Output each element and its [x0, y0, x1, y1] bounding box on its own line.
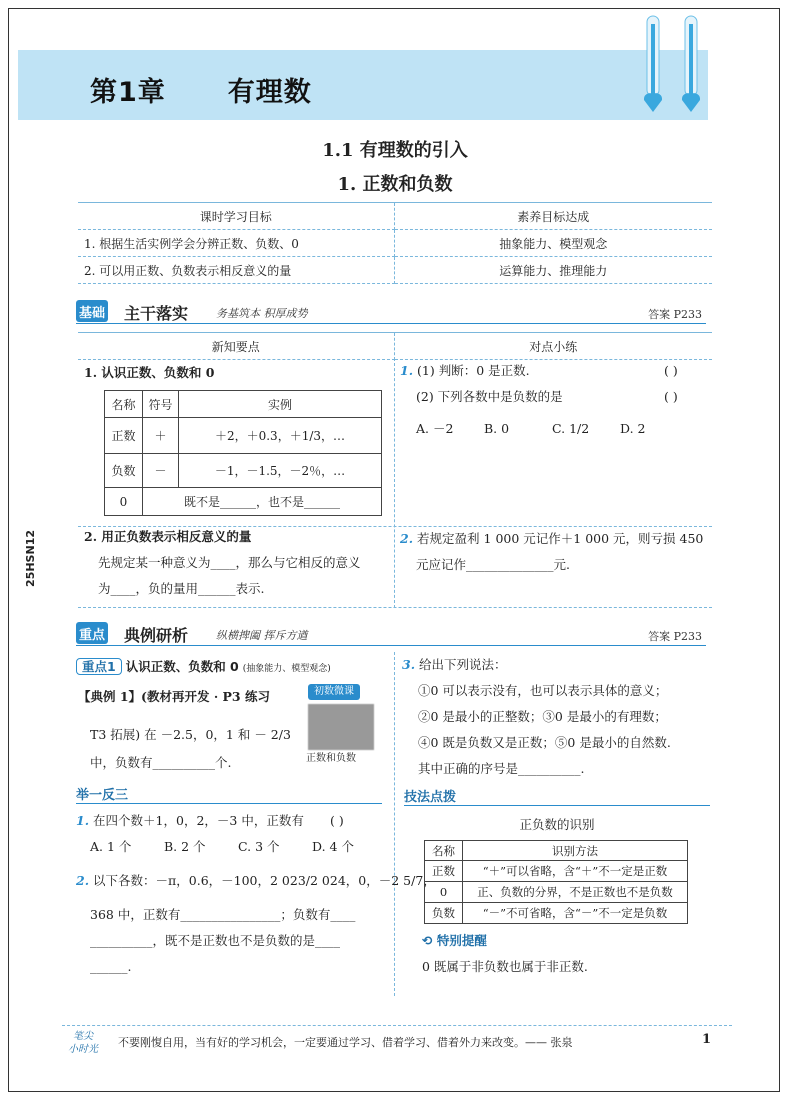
th-method: 识别方法 [463, 841, 688, 861]
key-motto: 纵横捭阖 挥斥方遒 [216, 629, 308, 642]
q1-line2: (2) 下列各数中是负数的是 [416, 389, 563, 404]
p3-line: ①0 可以表示没有，也可以表示具体的意义； [418, 683, 668, 698]
option-d: D. 4 个 [312, 839, 354, 854]
key-badge: 重点1 [76, 658, 122, 675]
key-badge-text: 认识正数、负数和 0 [125, 659, 239, 674]
q-number: 2. [76, 873, 90, 888]
p2-line: 368 中，正数有________________；负数有____ [90, 907, 356, 922]
option-b: B. 2 个 [164, 839, 206, 854]
page-number: 1 [702, 1032, 712, 1047]
point2-text: 为____，负的量用______表示. [98, 581, 265, 596]
answer-paren: ( ) [664, 389, 678, 404]
option-b: B. 0 [484, 421, 510, 436]
key-badge-note: (抽象能力、模型观念) [242, 664, 331, 674]
basics-columns [78, 332, 712, 360]
p2-line: 以下各数：－π，0.6，－100，2 023/2 024，0，－2 5/7， [93, 873, 436, 888]
p3-line: ②0 是最小的正整数；③0 是最小的有理数； [418, 709, 667, 724]
qr-code-icon[interactable] [308, 704, 374, 750]
cell: ＋2，＋0.3，＋1/3，… [179, 418, 382, 454]
key-tag: 重点 [76, 622, 108, 644]
cell: 负数 [105, 454, 143, 488]
cell: 0 [105, 488, 143, 516]
th-example: 实例 [179, 391, 382, 418]
q-number: 3. [402, 657, 416, 672]
cell: ＋ [143, 418, 179, 454]
basics-bar [76, 300, 706, 326]
th-sign: 符号 [143, 391, 179, 418]
goal-right: 抽象能力、模型观念 [394, 230, 712, 257]
p2-line: __________，既不是正数也不是负数的是____ [90, 933, 341, 948]
footer-brand: 笔尖 [73, 1031, 93, 1042]
reminder-icon: ⟲ [422, 933, 433, 948]
option-d: D. 2 [620, 421, 646, 436]
goal-left: 2. 可以用正数、负数表示相反意义的量 [78, 257, 394, 284]
thermometer-icon [640, 14, 666, 114]
section-title: 1.1 有理数的引入 [322, 140, 468, 161]
cell: “＋”可以省略，含“＋”不一定是正数 [463, 861, 688, 882]
goal-left: 1. 根据生活实例学会分辨正数、负数、0 [78, 230, 394, 257]
q-number: 2. [400, 531, 414, 546]
practice-heading: 举一反三 [76, 784, 382, 804]
answer-paren: ( ) [664, 363, 678, 378]
cell: 正数 [425, 861, 463, 882]
p1-text: 在四个数＋1，0，2，－3 中，正数有 [93, 813, 304, 828]
column-divider [394, 652, 395, 996]
basics-tag: 基础 [76, 300, 108, 322]
q-number: 1. [400, 363, 414, 378]
option-c: C. 1/2 [552, 421, 590, 436]
basics-motto: 务基筑本 积厚成势 [216, 307, 308, 320]
p3-line: ④0 既是负数又是正数；⑤0 是最小的自然数. [418, 735, 671, 750]
tips-table [424, 840, 688, 924]
cell: －1，－1.5，－2％，… [179, 454, 382, 488]
p2-line: ______. [90, 959, 132, 974]
col-practice: 对点小练 [394, 333, 712, 360]
micro-lesson-label: 初数微课 [308, 684, 360, 700]
key-answer-ref: 答案 P233 [648, 630, 702, 643]
example-line: 【典例 1】(教材再开发 · P3 练习 [78, 689, 270, 704]
chapter-number: 第1章 [90, 77, 166, 108]
cell: 正、负数的分界，不是正数也不是负数 [463, 882, 688, 903]
basics-answer-ref: 答案 P233 [648, 308, 702, 321]
point2-text: 先规定某一种意义为____，那么与它相反的意义 [98, 555, 361, 570]
th-name: 名称 [425, 841, 463, 861]
reminder-text: 0 既属于非负数也属于非正数. [422, 959, 588, 974]
p3-line: 其中正确的序号是__________. [418, 761, 585, 776]
key-heading: 典例研析 [124, 626, 189, 645]
basics-heading: 主干落实 [124, 304, 189, 323]
goal-right: 运算能力、推理能力 [394, 257, 712, 284]
column-divider [394, 358, 395, 608]
thermometer-icon [678, 14, 704, 114]
chapter-title [90, 70, 374, 109]
goals-table [78, 202, 712, 284]
option-c: C. 3 个 [238, 839, 280, 854]
sign-table [104, 390, 382, 516]
side-code: 25HSN12 [24, 530, 37, 587]
p3-head: 给出下列说法： [419, 657, 507, 672]
q-number: 1. [76, 813, 90, 828]
th-name: 名称 [105, 391, 143, 418]
goals-head-left: 课时学习目标 [78, 203, 394, 230]
cell: 0 [425, 882, 463, 903]
tips-heading: 技法点拨 [404, 786, 710, 806]
col-new-knowledge: 新知要点 [78, 333, 394, 360]
row-divider [78, 607, 712, 608]
footer [62, 1025, 732, 1063]
example-line: 中，负数有__________个. [90, 755, 232, 770]
chapter-name: 有理数 [227, 77, 312, 108]
option-a: A. 1 个 [90, 839, 132, 854]
q2-line1: 若规定盈利 1 000 元记作＋1 000 元，则亏损 450 [417, 531, 704, 546]
cell: － [143, 454, 179, 488]
option-a: A. －2 [416, 421, 454, 436]
footer-quote: 不要刚愎自用，当有好的学习机会，一定要通过学习、借着学习、借着外力来改变。—— 张泉 [118, 1036, 573, 1049]
cell: 正数 [105, 418, 143, 454]
footer-brand: 小时光 [68, 1044, 98, 1055]
cell: “－”不可省略，含“－”不一定是负数 [463, 903, 688, 924]
example-line: T3 拓展) 在 －2.5，0，1 和 － 2/3 [90, 727, 291, 742]
q1-line1: (1) 判断：0 是正数. [417, 363, 530, 378]
reminder-heading: 特别提醒 [436, 933, 487, 948]
section-subtitle: 1. 正数和负数 [337, 174, 453, 195]
point2-title: 2. 用正负数表示相反意义的量 [84, 529, 252, 544]
goals-head-right: 素养目标达成 [394, 203, 712, 230]
answer-paren: ( ) [330, 813, 344, 828]
point1-title: 1. 认识正数、负数和 0 [84, 365, 215, 380]
micro-lesson-caption: 正数和负数 [306, 753, 356, 764]
tips-table-title: 正负数的识别 [519, 817, 595, 832]
q2-line2: 元应记作______________元. [416, 557, 570, 572]
cell: 既不是______，也不是______ [143, 488, 382, 516]
key-bar [76, 622, 706, 648]
cell: 负数 [425, 903, 463, 924]
